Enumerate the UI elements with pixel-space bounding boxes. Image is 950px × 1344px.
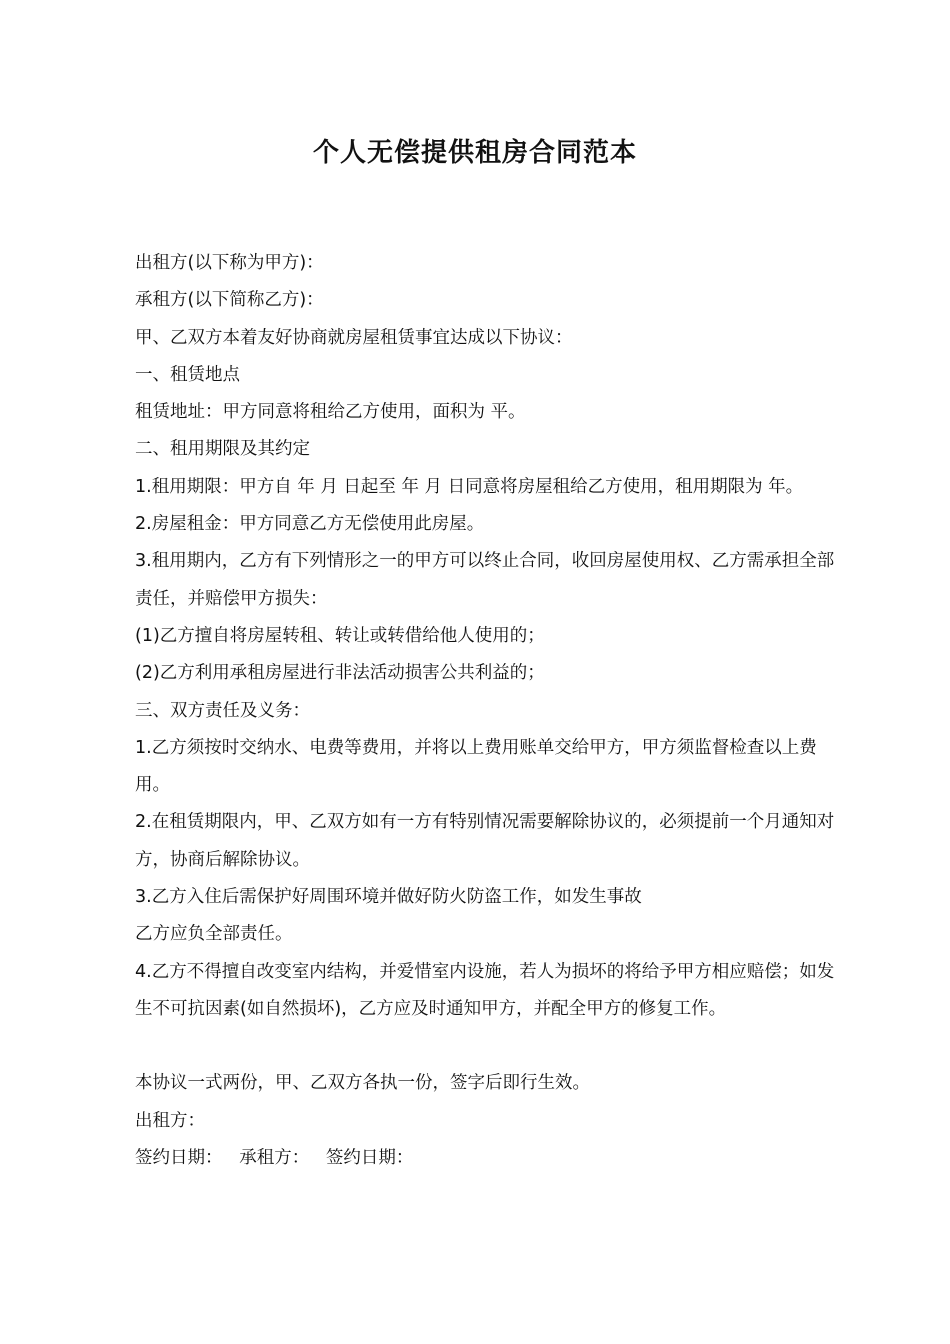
signature-date-line: 签约日期： 承租方： 签约日期： <box>135 1147 414 1168</box>
lessee-line: 承租方(以下简称乙方)： <box>135 290 324 311</box>
lessor-line: 出租方(以下称为甲方)： <box>135 253 324 273</box>
intro-paragraph: 甲、乙双方本着友好协商就房屋租赁事宜达成以下协议： <box>135 327 573 348</box>
termination-condition-2: (2)乙方利用承租房屋进行非法活动损害公共利益的； <box>135 663 545 684</box>
termination-clause: 3.租用期内，乙方有下列情形之一的甲方可以终止合同，收回房屋使用权、乙方需承担全部责任，并赔偿甲方损失： <box>135 551 835 609</box>
section-3-heading: 三、双方责任及义务： <box>135 700 310 721</box>
termination-condition-1: (1)乙方擅自将房屋转租、转让或转借给他人使用的； <box>135 625 545 646</box>
section-1-heading: 一、租赁地点 <box>135 364 240 385</box>
safety-clause: 3.乙方入住后需保护好周围环境并做好防火防盗工作，如发生事故 <box>135 887 642 908</box>
lease-term-clause: 1.租用期限：甲方自 年 月 日起至 年 月 日同意将房屋租给乙方使用，租用期限为 年。 <box>135 476 804 497</box>
document-title: 个人无偿提供租房合同范本 <box>312 138 637 168</box>
property-care-clause: 4.乙方不得擅自改变室内结构，并爱惜室内设施，若人为损坏的将给予甲方相应赔偿；如发生不可抗因素(如自然损坏)，乙方应及时通知甲方，并配全甲方的修复工作。 <box>135 961 835 1019</box>
copies-statement: 本协议一式两份，甲、乙双方各执一份，签字后即行生效。 <box>135 1073 590 1094</box>
blank-line <box>115 1028 845 1065</box>
rent-clause: 2.房屋租金：甲方同意乙方无偿使用此房屋。 <box>135 514 485 535</box>
safety-clause-continued: 乙方应负全部责任。 <box>135 924 293 945</box>
utilities-clause: 1.乙方须按时交纳水、电费等费用，并将以上费用账单交给甲方，甲方须监督检查以上费用。 <box>135 737 817 796</box>
early-termination-clause: 2.在租赁期限内，甲、乙双方如有一方有特别情况需要解除协议的，必须提前一个月通知对方，协商后解除协议。 <box>135 812 835 870</box>
contract-body <box>115 245 845 1177</box>
lessor-signature-line: 出租方： <box>135 1110 205 1131</box>
section-2-heading: 二、租用期限及其约定 <box>135 439 310 460</box>
lease-address-line: 租赁地址：甲方同意将租给乙方使用，面积为 平。 <box>135 402 526 423</box>
